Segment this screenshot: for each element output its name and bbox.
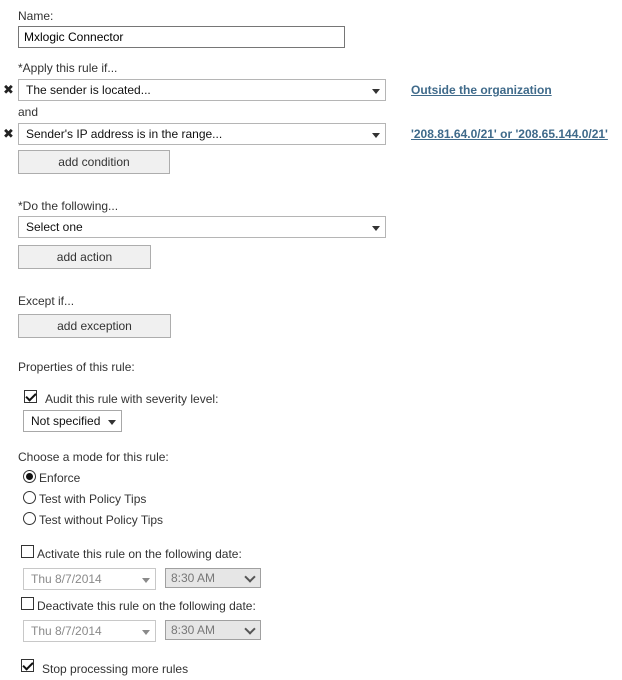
mode-enforce-radio[interactable] (23, 470, 36, 483)
apply-rule-label: *Apply this rule if... (18, 61, 118, 75)
stop-processing-label: Stop processing more rules (42, 662, 189, 676)
deactivate-checkbox[interactable] (21, 597, 34, 610)
condition-2-value-link[interactable]: '208.81.64.0/21' or '208.65.144.0/21' (411, 127, 608, 141)
activate-time-select[interactable] (165, 568, 261, 588)
mode-enforce-label: Enforce (39, 471, 81, 485)
condition-1-select[interactable] (18, 79, 386, 101)
add-action-button[interactable]: add action (18, 245, 151, 269)
remove-condition-2-icon[interactable]: ✖ (3, 126, 14, 141)
activate-checkbox[interactable] (21, 545, 34, 558)
mode-label: Choose a mode for this rule: (18, 450, 169, 464)
activate-time-value: 8:30 AM (171, 571, 216, 585)
except-if-label: Except if... (18, 294, 75, 308)
name-input[interactable]: Mxlogic Connector (18, 26, 345, 48)
deactivate-time-select[interactable] (165, 620, 261, 640)
activate-date-value: Thu 8/7/2014 (31, 572, 102, 586)
mode-test-without-tips-label: Test without Policy Tips (39, 513, 164, 527)
chevron-down-icon (372, 89, 380, 94)
condition-2-select-value: Sender's IP address is in the range... (26, 127, 223, 141)
remove-condition-1-icon[interactable]: ✖ (3, 82, 14, 97)
add-exception-button[interactable]: add exception (18, 314, 171, 338)
condition-1-value-link[interactable]: Outside the organization (411, 83, 552, 97)
action-select-value: Select one (26, 220, 83, 234)
chevron-down-icon (244, 623, 255, 634)
action-select[interactable] (18, 216, 386, 238)
condition-2-select[interactable] (18, 123, 386, 145)
mode-test-with-tips-label: Test with Policy Tips (39, 492, 147, 506)
activate-label: Activate this rule on the following date: (37, 547, 242, 561)
chevron-down-icon (244, 571, 255, 582)
audit-checkbox[interactable] (24, 390, 37, 403)
stop-processing-checkbox[interactable] (21, 659, 34, 672)
activate-date-select[interactable] (23, 568, 156, 590)
deactivate-time-value: 8:30 AM (171, 623, 216, 637)
mode-test-without-tips-radio[interactable] (23, 512, 36, 525)
deactivate-date-value: Thu 8/7/2014 (31, 624, 102, 638)
deactivate-date-select[interactable] (23, 620, 156, 642)
severity-select-value: Not specified (31, 414, 101, 428)
deactivate-label: Deactivate this rule on the following date: (37, 599, 256, 613)
mode-test-with-tips-radio[interactable] (23, 491, 36, 504)
audit-label: Audit this rule with severity level: (45, 392, 219, 406)
condition-1-select-value: The sender is located... (26, 83, 151, 97)
chevron-down-icon (142, 630, 150, 635)
add-condition-button[interactable]: add condition (18, 150, 170, 174)
name-label: Name: (18, 9, 54, 23)
properties-label: Properties of this rule: (18, 360, 135, 374)
chevron-down-icon (372, 133, 380, 138)
chevron-down-icon (372, 226, 380, 231)
do-following-label: *Do the following... (18, 199, 119, 213)
and-label: and (18, 105, 39, 119)
severity-select[interactable] (23, 410, 122, 432)
chevron-down-icon (142, 578, 150, 583)
chevron-down-icon (108, 420, 116, 425)
